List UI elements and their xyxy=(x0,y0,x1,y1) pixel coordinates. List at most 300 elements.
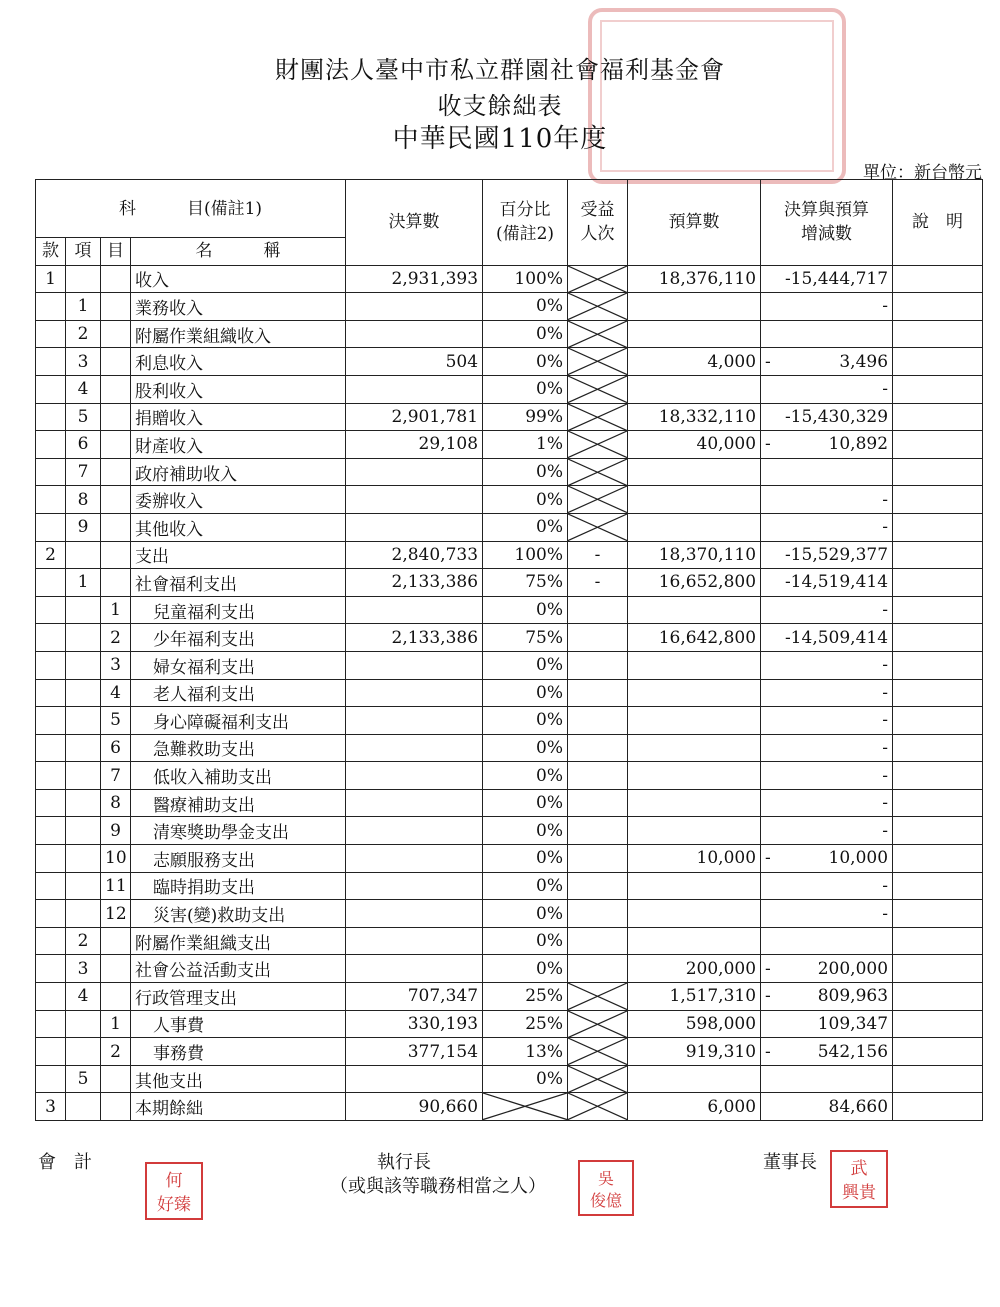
name-cell: 股利收入 xyxy=(131,375,346,403)
diff-cell xyxy=(761,541,893,569)
diff-value: - xyxy=(882,875,889,896)
mu-cell xyxy=(101,486,131,514)
name-cell: 利息收入 xyxy=(131,348,346,376)
xiang-cell: 5 xyxy=(66,1065,101,1093)
actual-cell: 2,133,386 xyxy=(346,569,483,597)
diff-cell xyxy=(761,486,893,514)
diff-cell xyxy=(761,817,893,845)
xiang-cell xyxy=(66,734,101,762)
beneficiaries-cell xyxy=(568,513,628,541)
mu-cell: 4 xyxy=(101,679,131,707)
name-cell: 行政管理支出 xyxy=(131,983,346,1011)
mu-cell xyxy=(101,265,131,293)
beneficiaries-cell xyxy=(568,624,628,652)
actual-cell: 504 xyxy=(346,348,483,376)
name-cell: 志願服務支出 xyxy=(131,845,346,873)
percent-cell: 13% xyxy=(483,1038,568,1066)
mu-cell xyxy=(101,375,131,403)
diff-cell xyxy=(761,1010,893,1038)
beneficiaries-cell xyxy=(568,900,628,928)
mu-cell: 3 xyxy=(101,651,131,679)
diff-cell xyxy=(761,1065,893,1093)
actual-cell: 2,931,393 xyxy=(346,265,483,293)
percent-cell: 0% xyxy=(483,1065,568,1093)
percent-cell: 0% xyxy=(483,817,568,845)
actual-cell xyxy=(346,955,483,983)
actual-cell: 707,347 xyxy=(346,983,483,1011)
cross-mark-icon xyxy=(568,348,627,375)
kuan-cell xyxy=(36,707,66,735)
mu-cell xyxy=(101,541,131,569)
cross-mark-icon xyxy=(568,376,627,403)
xiang-cell xyxy=(66,762,101,790)
table-row xyxy=(36,872,983,900)
cross-mark-icon xyxy=(568,404,627,431)
xiang-cell xyxy=(66,817,101,845)
table-row xyxy=(36,1038,983,1066)
notes-cell xyxy=(893,817,983,845)
name-cell: 少年福利支出 xyxy=(131,624,346,652)
diff-value: 109,347 xyxy=(817,1013,889,1034)
notes-cell xyxy=(893,707,983,735)
percent-cell: 100% xyxy=(483,541,568,569)
kuan-cell xyxy=(36,375,66,403)
svg-text:何: 何 xyxy=(165,1171,183,1191)
notes-cell xyxy=(893,375,983,403)
diff-cell xyxy=(761,265,893,293)
kuan-cell: 3 xyxy=(36,1093,66,1121)
beneficiaries-cell xyxy=(568,762,628,790)
notes-cell xyxy=(893,1038,983,1066)
diff-value: 200,000 xyxy=(817,958,889,979)
actual-cell xyxy=(346,320,483,348)
diff-value: - xyxy=(882,655,889,676)
mu-cell xyxy=(101,458,131,486)
notes-cell xyxy=(893,927,983,955)
cross-mark-icon xyxy=(568,293,627,320)
mu-cell: 1 xyxy=(101,596,131,624)
diff-value: -15,430,329 xyxy=(784,406,889,427)
mu-cell xyxy=(101,1093,131,1121)
xiang-cell: 3 xyxy=(66,348,101,376)
kuan-cell xyxy=(36,293,66,321)
diff-value: -14,519,414 xyxy=(784,572,889,593)
actual-cell: 90,660 xyxy=(346,1093,483,1121)
kuan-cell xyxy=(36,486,66,514)
percent-header: 百分比 (備註2) xyxy=(483,180,568,266)
cross-mark-icon xyxy=(568,514,627,541)
beneficiaries-cell xyxy=(568,431,628,459)
percent-cell: 99% xyxy=(483,403,568,431)
beneficiaries-cell xyxy=(568,486,628,514)
percent-cell: 0% xyxy=(483,679,568,707)
kuan-cell xyxy=(36,927,66,955)
table-row xyxy=(36,762,983,790)
name-cell: 婦女福利支出 xyxy=(131,651,346,679)
table-row xyxy=(36,789,983,817)
diff-sign: - xyxy=(765,1041,771,1062)
svg-text:好臻: 好臻 xyxy=(157,1195,191,1215)
diff-cell xyxy=(761,651,893,679)
mu-cell xyxy=(101,955,131,983)
beneficiaries-header: 受益 人次 xyxy=(568,180,628,266)
name-cell: 清寒獎助學金支出 xyxy=(131,817,346,845)
notes-cell xyxy=(893,1065,983,1093)
cross-mark-icon xyxy=(568,1038,627,1065)
xiang-cell: 3 xyxy=(66,955,101,983)
diff-value: 3,496 xyxy=(839,351,889,372)
beneficiaries-cell xyxy=(568,955,628,983)
kuan-cell xyxy=(36,845,66,873)
beneficiaries-cell xyxy=(568,1093,628,1121)
diff-cell xyxy=(761,679,893,707)
notes-cell xyxy=(893,845,983,873)
name-cell: 人事費 xyxy=(131,1010,346,1038)
name-cell: 低收入補助支出 xyxy=(131,762,346,790)
diff-cell xyxy=(761,1038,893,1066)
actual-cell xyxy=(346,679,483,707)
diff-value: - xyxy=(882,765,889,786)
xiang-cell xyxy=(66,541,101,569)
table-row xyxy=(36,817,983,845)
cross-mark-icon xyxy=(568,1066,627,1093)
notes-cell xyxy=(893,486,983,514)
budget-cell xyxy=(628,789,761,817)
cross-mark-icon xyxy=(483,1093,567,1120)
mu-cell: 6 xyxy=(101,734,131,762)
notes-cell xyxy=(893,596,983,624)
diff-cell xyxy=(761,596,893,624)
diff-cell xyxy=(761,707,893,735)
xiang-cell xyxy=(66,596,101,624)
kuan-cell xyxy=(36,1065,66,1093)
percent-cell: 1% xyxy=(483,431,568,459)
percent-cell: 0% xyxy=(483,707,568,735)
cross-mark-icon xyxy=(568,431,627,458)
actual-cell xyxy=(346,596,483,624)
budget-cell xyxy=(628,320,761,348)
beneficiaries-cell xyxy=(568,983,628,1011)
svg-text:俊億: 俊億 xyxy=(589,1191,623,1210)
xiang-cell xyxy=(66,1038,101,1066)
notes-cell xyxy=(893,734,983,762)
table-row xyxy=(36,569,983,597)
name-cell: 捐贈收入 xyxy=(131,403,346,431)
budget-cell: 6,000 xyxy=(628,1093,761,1121)
report-year: 中華民國110年度 xyxy=(392,124,608,154)
kuan-cell xyxy=(36,983,66,1011)
budget-cell xyxy=(628,458,761,486)
kuan-cell xyxy=(36,679,66,707)
diff-sign: - xyxy=(765,351,771,372)
percent-cell: 0% xyxy=(483,762,568,790)
actual-cell xyxy=(346,293,483,321)
xiang-cell xyxy=(66,845,101,873)
name-cell: 本期餘絀 xyxy=(131,1093,346,1121)
budget-cell: 200,000 xyxy=(628,955,761,983)
notes-cell xyxy=(893,872,983,900)
percent-cell: 0% xyxy=(483,900,568,928)
table-row xyxy=(36,900,983,928)
percent-cell: 0% xyxy=(483,458,568,486)
diff-header: 決算與預算 增減數 xyxy=(761,180,893,266)
kuan-cell xyxy=(36,348,66,376)
kuan-cell xyxy=(36,1010,66,1038)
percent-cell: 0% xyxy=(483,872,568,900)
percent-cell: 0% xyxy=(483,348,568,376)
diff-cell xyxy=(761,431,893,459)
diff-cell xyxy=(761,458,893,486)
cross-mark-icon xyxy=(568,1011,627,1038)
xiang-cell: 2 xyxy=(66,320,101,348)
percent-cell: 0% xyxy=(483,789,568,817)
xiang-cell xyxy=(66,265,101,293)
income-statement-table xyxy=(35,179,983,1121)
name-cell: 業務收入 xyxy=(131,293,346,321)
table-row xyxy=(36,486,983,514)
beneficiaries-cell xyxy=(568,596,628,624)
mu-cell: 9 xyxy=(101,817,131,845)
table-row xyxy=(36,927,983,955)
actual-cell xyxy=(346,458,483,486)
xiang-cell: 4 xyxy=(66,983,101,1011)
table-row xyxy=(36,1065,983,1093)
xiang-cell xyxy=(66,651,101,679)
mu-header: 目 xyxy=(101,238,131,266)
actual-cell: 2,840,733 xyxy=(346,541,483,569)
kuan-cell xyxy=(36,955,66,983)
budget-cell xyxy=(628,817,761,845)
table-row xyxy=(36,734,983,762)
notes-cell xyxy=(893,348,983,376)
kuan-cell xyxy=(36,513,66,541)
table-row xyxy=(36,265,983,293)
name-cell: 臨時捐助支出 xyxy=(131,872,346,900)
kuan-cell xyxy=(36,596,66,624)
xiang-cell xyxy=(66,872,101,900)
beneficiaries-cell xyxy=(568,845,628,873)
name-cell: 政府補助收入 xyxy=(131,458,346,486)
diff-value: 542,156 xyxy=(817,1041,889,1062)
percent-cell: 0% xyxy=(483,596,568,624)
kuan-cell xyxy=(36,1038,66,1066)
percent-cell: 25% xyxy=(483,1010,568,1038)
budget-header: 預算數 xyxy=(628,180,761,266)
budget-cell: 598,000 xyxy=(628,1010,761,1038)
mu-cell xyxy=(101,348,131,376)
beneficiaries-cell xyxy=(568,734,628,762)
table-row xyxy=(36,955,983,983)
budget-cell: 16,642,800 xyxy=(628,624,761,652)
name-cell: 事務費 xyxy=(131,1038,346,1066)
name-cell: 委辦收入 xyxy=(131,486,346,514)
diff-cell xyxy=(761,513,893,541)
diff-value: 10,892 xyxy=(828,434,889,455)
mu-cell: 12 xyxy=(101,900,131,928)
diff-cell xyxy=(761,845,893,873)
table-row xyxy=(36,624,983,652)
budget-cell: 10,000 xyxy=(628,845,761,873)
beneficiaries-cell xyxy=(568,1065,628,1093)
xiang-cell xyxy=(66,624,101,652)
diff-sign: - xyxy=(765,958,771,979)
notes-cell xyxy=(893,900,983,928)
beneficiaries-cell xyxy=(568,320,628,348)
kuan-cell xyxy=(36,734,66,762)
xiang-cell: 2 xyxy=(66,927,101,955)
mu-cell xyxy=(101,513,131,541)
notes-cell xyxy=(893,624,983,652)
ceo-label: 執行長 xyxy=(377,1152,431,1173)
xiang-cell: 8 xyxy=(66,486,101,514)
actual-cell xyxy=(346,734,483,762)
kuan-cell xyxy=(36,458,66,486)
diff-cell xyxy=(761,320,893,348)
diff-value: - xyxy=(882,379,889,400)
diff-value: - xyxy=(882,820,889,841)
diff-cell xyxy=(761,789,893,817)
cross-mark-icon xyxy=(568,266,627,293)
actual-cell xyxy=(346,1065,483,1093)
mu-cell: 10 xyxy=(101,845,131,873)
beneficiaries-cell xyxy=(568,872,628,900)
xiang-cell xyxy=(66,1093,101,1121)
name-cell: 災害(變)救助支出 xyxy=(131,900,346,928)
diff-value: -14,509,414 xyxy=(784,627,889,648)
xiang-cell: 4 xyxy=(66,375,101,403)
diff-cell xyxy=(761,900,893,928)
chairman-label: 董事長 xyxy=(763,1152,817,1173)
budget-cell xyxy=(628,651,761,679)
kuan-cell: 2 xyxy=(36,541,66,569)
diff-value: - xyxy=(882,737,889,758)
name-cell: 身心障礙福利支出 xyxy=(131,707,346,735)
name-cell: 其他支出 xyxy=(131,1065,346,1093)
diff-cell xyxy=(761,734,893,762)
table-row xyxy=(36,1010,983,1038)
percent-cell: 75% xyxy=(483,624,568,652)
name-cell: 急難救助支出 xyxy=(131,734,346,762)
notes-cell xyxy=(893,569,983,597)
percent-cell: 0% xyxy=(483,845,568,873)
budget-cell xyxy=(628,734,761,762)
budget-cell xyxy=(628,513,761,541)
accountant-label: 會 計 xyxy=(38,1152,92,1173)
actual-cell: 2,901,781 xyxy=(346,403,483,431)
chairman-seal xyxy=(830,1150,888,1208)
beneficiaries-cell xyxy=(568,375,628,403)
budget-cell: 16,652,800 xyxy=(628,569,761,597)
beneficiaries-cell xyxy=(568,1038,628,1066)
actual-cell xyxy=(346,486,483,514)
budget-cell xyxy=(628,927,761,955)
actual-cell xyxy=(346,900,483,928)
kuan-cell: 1 xyxy=(36,265,66,293)
kuan-cell xyxy=(36,872,66,900)
xiang-cell: 6 xyxy=(66,431,101,459)
percent-cell: 75% xyxy=(483,569,568,597)
org-name: 財團法人臺中市私立群園社會福利基金會 xyxy=(275,56,725,84)
notes-cell xyxy=(893,679,983,707)
kuan-cell xyxy=(36,817,66,845)
beneficiaries-cell xyxy=(568,293,628,321)
actual-cell xyxy=(346,707,483,735)
name-cell: 附屬作業組織收入 xyxy=(131,320,346,348)
budget-cell xyxy=(628,762,761,790)
actual-cell xyxy=(346,762,483,790)
diff-value: - xyxy=(882,793,889,814)
table-row xyxy=(36,348,983,376)
diff-sign: - xyxy=(765,848,771,869)
mu-cell xyxy=(101,431,131,459)
cross-mark-icon xyxy=(568,983,627,1010)
xiang-cell: 1 xyxy=(66,569,101,597)
notes-cell xyxy=(893,1093,983,1121)
actual-cell xyxy=(346,872,483,900)
table-row xyxy=(36,403,983,431)
table-row xyxy=(36,431,983,459)
report-title: 收支餘絀表 xyxy=(437,92,563,120)
percent-cell: 0% xyxy=(483,927,568,955)
actual-cell xyxy=(346,927,483,955)
beneficiaries-cell xyxy=(568,707,628,735)
name-cell: 老人福利支出 xyxy=(131,679,346,707)
cross-mark-icon xyxy=(568,1093,627,1120)
percent-cell: 0% xyxy=(483,651,568,679)
mu-cell xyxy=(101,569,131,597)
table-row xyxy=(36,651,983,679)
kuan-cell xyxy=(36,900,66,928)
subject-header: 科 目(備註1) xyxy=(36,180,346,238)
name-cell: 醫療補助支出 xyxy=(131,789,346,817)
diff-cell xyxy=(761,403,893,431)
notes-cell xyxy=(893,431,983,459)
actual-cell xyxy=(346,375,483,403)
beneficiaries-cell xyxy=(568,679,628,707)
diff-value: - xyxy=(882,517,889,538)
percent-cell: 100% xyxy=(483,265,568,293)
kuan-cell xyxy=(36,403,66,431)
beneficiaries-cell xyxy=(568,458,628,486)
cross-mark-icon xyxy=(568,486,627,513)
mu-cell xyxy=(101,320,131,348)
accountant-seal xyxy=(145,1162,203,1220)
actual-cell xyxy=(346,513,483,541)
budget-cell: 919,310 xyxy=(628,1038,761,1066)
diff-value: 84,660 xyxy=(828,1096,889,1117)
ceo-note: （或與該等職務相當之人） xyxy=(330,1176,546,1197)
table-row xyxy=(36,458,983,486)
mu-cell xyxy=(101,983,131,1011)
actual-cell: 377,154 xyxy=(346,1038,483,1066)
budget-cell xyxy=(628,1065,761,1093)
xiang-cell: 9 xyxy=(66,513,101,541)
notes-cell xyxy=(893,458,983,486)
percent-cell: 0% xyxy=(483,486,568,514)
diff-cell xyxy=(761,1093,893,1121)
diff-sign: - xyxy=(765,434,771,455)
beneficiaries-cell xyxy=(568,1010,628,1038)
beneficiaries-cell xyxy=(568,403,628,431)
notes-cell xyxy=(893,955,983,983)
actual-cell xyxy=(346,789,483,817)
kuan-header: 款 xyxy=(36,238,66,266)
budget-cell: 4,000 xyxy=(628,348,761,376)
xiang-cell xyxy=(66,707,101,735)
mu-cell: 11 xyxy=(101,872,131,900)
xiang-cell xyxy=(66,900,101,928)
mu-cell xyxy=(101,927,131,955)
